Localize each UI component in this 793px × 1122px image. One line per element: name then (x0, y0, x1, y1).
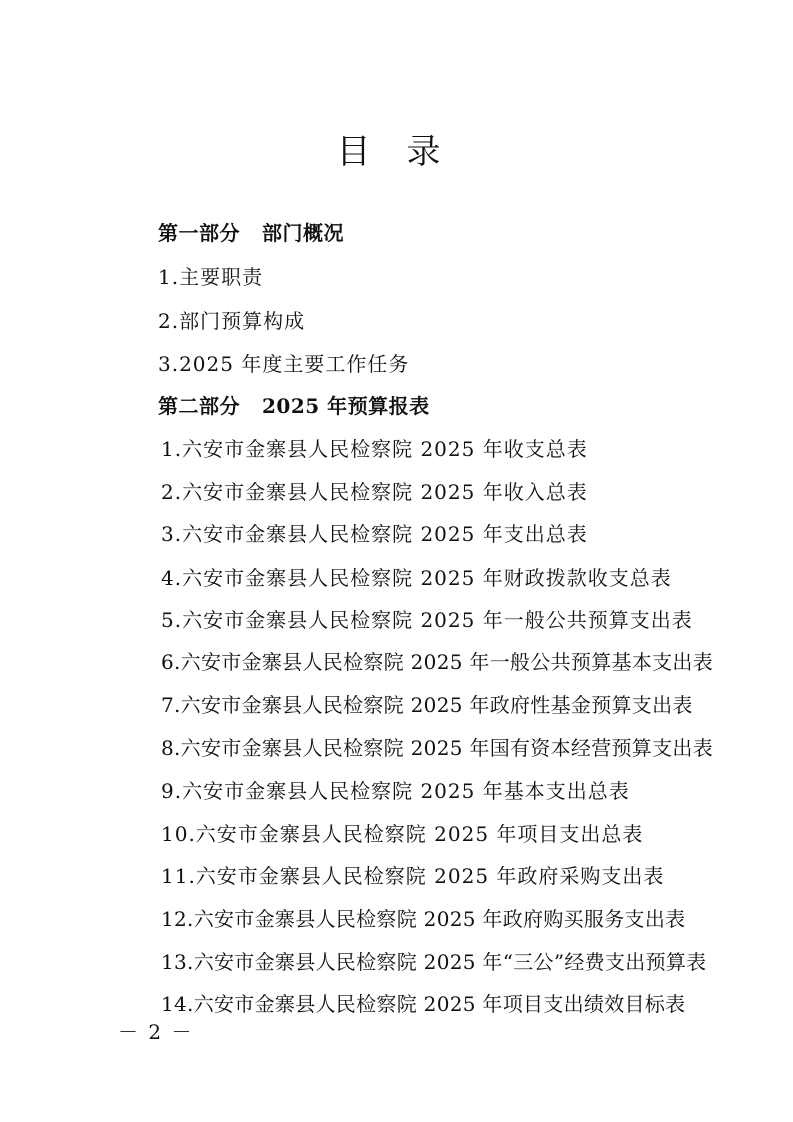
toc-item: 4.六安市金寨县人民检察院 2025 年财政拨款收支总表 (161, 566, 672, 590)
toc-item: 6.六安市金寨县人民检察院 2025 年一般公共预算基本支出表 (161, 650, 713, 674)
part-one-label: 第一部分 (158, 221, 240, 245)
page-title: 目录 (336, 132, 477, 172)
part-two-heading (158, 393, 430, 419)
toc-item: 9.六安市金寨县人民检察院 2025 年基本支出总表 (161, 779, 630, 803)
toc-item: 3.六安市金寨县人民检察院 2025 年支出总表 (161, 522, 588, 546)
toc-item: 14.六安市金寨县人民检察院 2025 年项目支出绩效目标表 (161, 992, 686, 1016)
toc-item: 1.主要职责 (158, 265, 264, 289)
toc-item: 2.六安市金寨县人民检察院 2025 年收入总表 (161, 480, 588, 504)
part-one-name: 部门概况 (262, 221, 344, 245)
toc-item: 1.六安市金寨县人民检察院 2025 年收支总表 (161, 437, 588, 461)
toc-item: 8.六安市金寨县人民检察院 2025 年国有资本经营预算支出表 (161, 736, 713, 760)
toc-item: 10.六安市金寨县人民检察院 2025 年项目支出总表 (161, 822, 644, 846)
part-one-heading (158, 220, 344, 246)
part-two-label: 第二部分 (158, 394, 240, 418)
toc-item: 3.2025 年度主要工作任务 (158, 352, 410, 376)
toc-item: 5.六安市金寨县人民检察院 2025 年一般公共预算支出表 (161, 608, 693, 632)
page-number: － 2 － (118, 1020, 194, 1044)
toc-item: 2.部门预算构成 (158, 309, 306, 333)
toc-item: 11.六安市金寨县人民检察院 2025 年政府采购支出表 (161, 864, 665, 888)
toc-item: 7.六安市金寨县人民检察院 2025 年政府性基金预算支出表 (161, 693, 693, 717)
part-two-name: 2025 年预算报表 (262, 394, 430, 418)
toc-item: 13.六安市金寨县人民检察院 2025 年“三公”经费支出预算表 (161, 950, 707, 974)
toc-item: 12.六安市金寨县人民检察院 2025 年政府购买服务支出表 (161, 907, 686, 931)
